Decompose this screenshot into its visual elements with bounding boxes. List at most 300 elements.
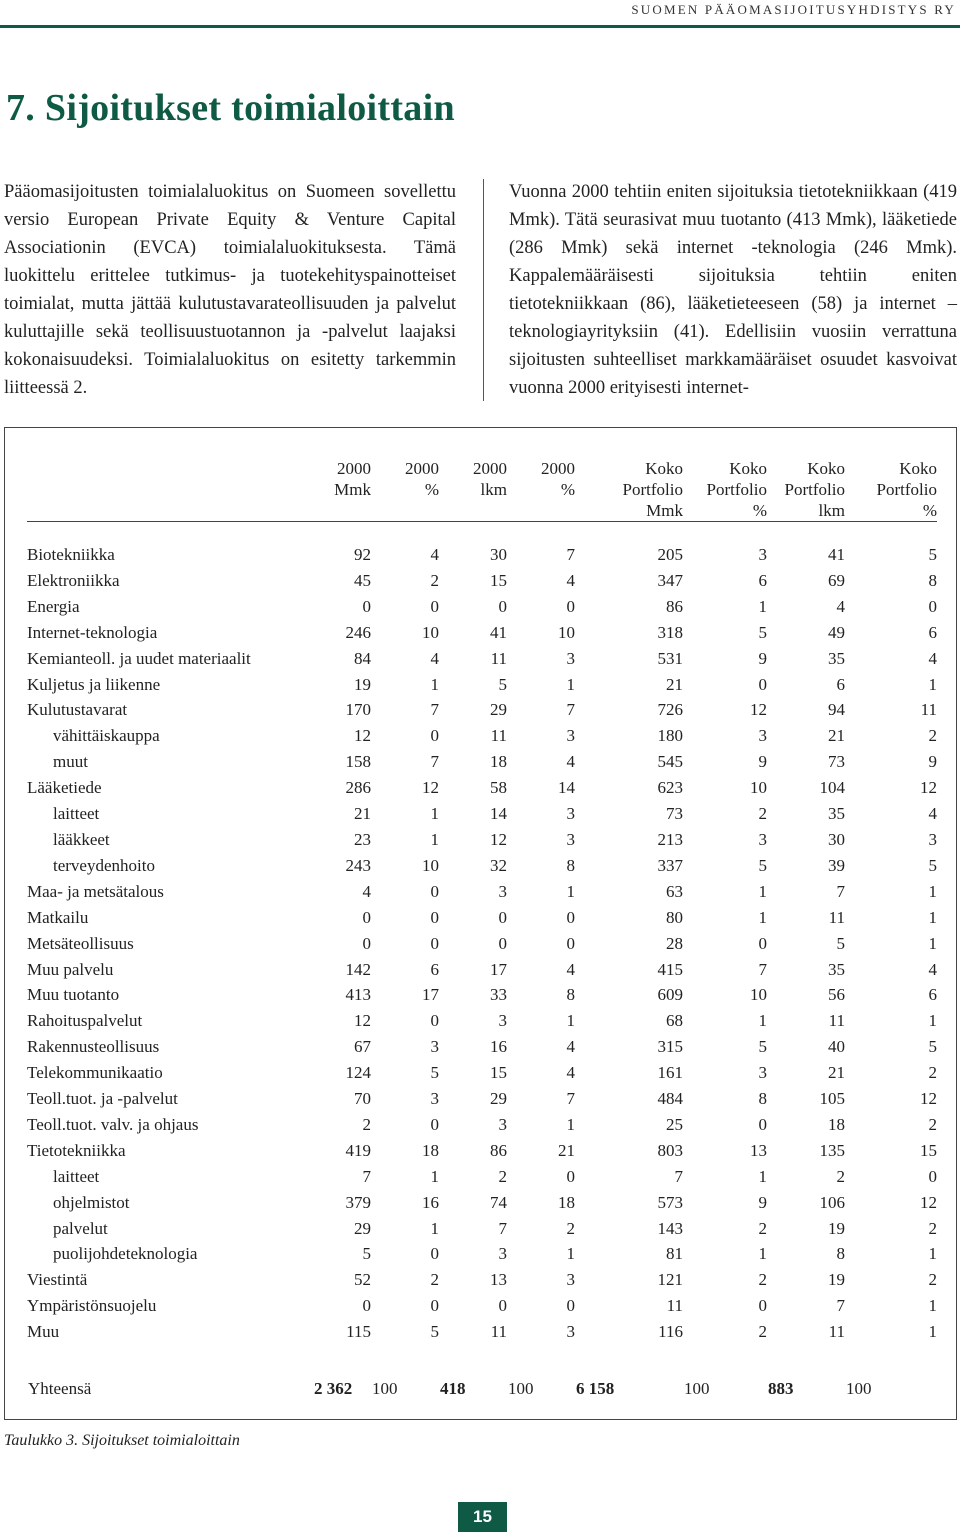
table-cell: 0 [566, 1296, 575, 1316]
table-cell: 12 [422, 778, 439, 798]
table-cell: 1 [928, 674, 937, 694]
table-cell: 3 [758, 726, 767, 746]
table-cell: 14 [558, 778, 575, 798]
table-cell: 0 [566, 907, 575, 927]
table-cell: 205 [657, 545, 683, 564]
table-cell: 0 [362, 1296, 371, 1316]
table-cell: 1 [430, 1166, 439, 1186]
table-cell: 63 [666, 881, 683, 901]
table-cell: 3 [498, 1114, 507, 1134]
table-cell: 623 [657, 778, 683, 798]
header-cell [439, 458, 507, 522]
table-row [27, 931, 937, 957]
table-cell: 7 [566, 700, 575, 720]
total-cell: 418 [440, 1379, 466, 1399]
table-cell: 318 [657, 622, 683, 642]
row-label: laitteet [53, 1166, 100, 1186]
table-cell: 143 [657, 1218, 683, 1238]
table-cell: 105 [819, 1089, 845, 1109]
table-cell: 32 [490, 855, 507, 875]
table-cell: 5 [928, 855, 937, 875]
table-row [27, 1241, 937, 1267]
row-label: Kuljetus ja liikenne [27, 674, 161, 694]
row-label: Metsäteollisuus [27, 933, 134, 953]
table-cell: 0 [362, 933, 371, 953]
table-row [27, 697, 937, 723]
row-label: Kemianteoll. ja uudet materiaalit [27, 648, 251, 668]
table-cell: 7 [674, 1166, 683, 1186]
column-divider [483, 179, 484, 401]
table-cell: 1 [928, 933, 937, 953]
table-row [27, 568, 937, 594]
table-cell: 2 [566, 1218, 575, 1238]
table-cell: 0 [362, 596, 371, 616]
total-label: Yhteensä [28, 1379, 92, 1399]
row-label: Muu [27, 1322, 60, 1342]
table-cell: 803 [657, 1140, 683, 1160]
table-cell: 9 [758, 752, 767, 772]
table-cell: 106 [819, 1192, 845, 1212]
table-row [27, 723, 937, 749]
table-cell: 12 [354, 1011, 371, 1031]
header-line: 2000 [405, 459, 439, 478]
table-row [27, 957, 937, 983]
table-cell: 142 [345, 959, 371, 979]
table-cell: 3 [498, 1244, 507, 1264]
header-cell-name [27, 458, 313, 522]
header-line: 2000 [337, 459, 371, 478]
table-row [27, 1060, 937, 1086]
table-cell: 56 [828, 985, 845, 1005]
total-cell: 100 [372, 1379, 398, 1399]
table-row [27, 672, 937, 698]
table-cell: 0 [430, 933, 439, 953]
table-cell: 4 [566, 1037, 575, 1057]
table-cell: 1 [928, 1322, 937, 1342]
table-cell: 3 [566, 804, 575, 824]
table-cell: 6 [928, 985, 937, 1005]
table-cell: 1 [566, 674, 575, 694]
row-label: Tietotekniikka [27, 1140, 126, 1160]
header-cell [313, 458, 371, 522]
table-cell: 116 [658, 1322, 683, 1342]
row-label: Lääketiede [27, 778, 102, 798]
table-cell: 1 [566, 881, 575, 901]
table-cell: 11 [490, 726, 507, 746]
row-label: lääkkeet [53, 829, 110, 849]
table-cell: 1 [928, 1244, 937, 1264]
table-cell: 12 [354, 726, 371, 746]
row-label: Viestintä [27, 1270, 88, 1290]
table-cell: 45 [354, 570, 371, 590]
table-cell: 25 [666, 1114, 683, 1134]
table-cell: 3 [498, 1011, 507, 1031]
table-cell: 0 [430, 1011, 439, 1031]
header-line: 2000 [473, 459, 507, 478]
table-cell: 16 [422, 1192, 439, 1212]
table-cell: 2 [430, 1270, 439, 1290]
table-cell: 5 [362, 1244, 371, 1264]
header-line: Mmk [334, 480, 371, 499]
total-cell: 883 [768, 1379, 794, 1399]
table-cell: 80 [666, 907, 683, 927]
table-cell: 6 [928, 622, 937, 642]
table-header-row [27, 458, 937, 522]
table-cell: 15 [490, 1063, 507, 1083]
header-line: Portfolio [784, 480, 845, 499]
table-cell: 379 [345, 1192, 371, 1212]
table-row [27, 1086, 937, 1112]
table-cell: 3 [430, 1037, 439, 1057]
table-row [27, 1164, 937, 1190]
table-cell: 7 [758, 959, 767, 979]
table-cell: 0 [928, 596, 937, 616]
table-cell: 0 [758, 674, 767, 694]
table-cell: 6 [758, 570, 767, 590]
table-cell: 347 [657, 570, 683, 590]
table-cell: 6 [430, 959, 439, 979]
table-cell: 9 [758, 1192, 767, 1212]
header-line: 2000 [541, 459, 575, 478]
table-row [27, 1034, 937, 1060]
table-cell: 158 [345, 752, 371, 772]
table-cell: 3 [430, 1089, 439, 1109]
table-cell: 10 [422, 622, 439, 642]
table-cell: 1 [928, 881, 937, 901]
table-cell: 0 [430, 907, 439, 927]
table-cell: 3 [566, 829, 575, 849]
row-label: Muu palvelu [27, 959, 114, 979]
table-cell: 0 [498, 1296, 507, 1316]
table-cell: 2 [758, 804, 767, 824]
row-label: Matkailu [27, 907, 89, 927]
table-cell: 17 [422, 985, 439, 1005]
table-cell: 12 [490, 829, 507, 849]
table-cell: 19 [354, 674, 371, 694]
table-row [27, 801, 937, 827]
table-cell: 14 [490, 804, 507, 824]
table-cell: 94 [828, 700, 845, 720]
table-cell: 4 [566, 752, 575, 772]
table-cell: 2 [928, 1114, 937, 1134]
table-cell: 7 [362, 1166, 371, 1186]
table-cell: 0 [430, 596, 439, 616]
table-cell: 1 [758, 1244, 767, 1264]
table-cell: 0 [362, 907, 371, 927]
table-row [27, 775, 937, 801]
table-cell: 21 [666, 674, 683, 694]
row-label: laitteet [53, 804, 100, 824]
row-label: Ympäristönsuojelu [27, 1296, 157, 1316]
table-cell: 18 [828, 1114, 845, 1134]
table-cell: 124 [345, 1063, 371, 1083]
table-cell: 337 [657, 855, 683, 875]
header-line: Koko [729, 459, 767, 478]
table-cell: 12 [920, 1192, 937, 1212]
table-cell: 21 [828, 1063, 845, 1083]
table-cell: 7 [430, 752, 439, 772]
total-cell: 100 [846, 1379, 872, 1399]
table-cell: 3 [566, 1270, 575, 1290]
table-cell: 0 [566, 933, 575, 953]
table-cell: 5 [430, 1063, 439, 1083]
table-cell: 0 [566, 596, 575, 616]
table-cell: 5 [836, 933, 845, 953]
table-cell: 573 [657, 1192, 683, 1212]
table-row [27, 982, 937, 1008]
table-cell: 8 [566, 985, 575, 1005]
row-label: puolijohdeteknologia [53, 1244, 198, 1264]
left-text-column: Pääomasijoitusten toimialaluokitus on Suomeen sovellettu versio European Private Equity & Venture Capital Associationin (EVCA) toimialaluokituksesta. Tämä luokittelu erittelee tutkimus- ja tuotekehityspainotteiset toimialat, mutta jättää kulutustavarateollisuuden ja palvelut kuluttajille sekä teollisuustuotannon ja -palvelut laajaksi kokonaisuudeksi. Toimialaluokitus on esitetty tarkemmin liitteessä 2. [4, 182, 456, 398]
header-line: % [424, 480, 439, 499]
table-cell: 0 [430, 1296, 439, 1316]
table-row [27, 827, 937, 853]
header-cell [371, 458, 439, 522]
header-line: Portfolio [622, 480, 683, 499]
table-row [27, 905, 937, 931]
table-frame [4, 427, 957, 1420]
row-label: Muu tuotanto [27, 985, 120, 1005]
row-label: Teoll.tuot. valv. ja ohjaus [27, 1114, 199, 1134]
row-label: Biotekniikka [27, 545, 115, 564]
table-cell: 2 [758, 1218, 767, 1238]
table-cell: 0 [928, 1166, 937, 1186]
table-cell: 4 [566, 1063, 575, 1083]
total-cell: 2 362 [314, 1379, 353, 1399]
table-cell: 2 [430, 570, 439, 590]
table-cell: 2 [836, 1166, 845, 1186]
table-cell: 23 [354, 829, 371, 849]
table-caption: Taulukko 3. Sijoitukset toimialoittain [4, 1432, 240, 1449]
table-cell: 545 [657, 752, 683, 772]
table-cell: 7 [430, 700, 439, 720]
table-cell: 10 [422, 855, 439, 875]
total-cell: 100 [684, 1379, 710, 1399]
header-cell [575, 458, 683, 522]
table-cell: 10 [750, 778, 767, 798]
table-cell: 1 [430, 829, 439, 849]
table-cell: 11 [828, 1322, 845, 1342]
table-cell: 2 [928, 726, 937, 746]
table-cell: 104 [819, 778, 845, 798]
table-row [27, 1190, 937, 1216]
header-line: % [752, 501, 767, 520]
table-cell: 29 [490, 1089, 507, 1109]
table-cell: 609 [657, 985, 683, 1005]
table-cell: 52 [354, 1270, 371, 1290]
table-cell: 11 [828, 907, 845, 927]
table-cell: 2 [928, 1218, 937, 1238]
table-cell: 5 [758, 1037, 767, 1057]
table-cell: 18 [422, 1140, 439, 1160]
row-label: terveydenhoito [53, 855, 155, 875]
header-line: Mmk [646, 501, 683, 520]
table-cell: 4 [430, 648, 439, 668]
table-cell: 2 [758, 1270, 767, 1290]
table-body [27, 522, 937, 1346]
table-cell: 7 [566, 1089, 575, 1109]
table-cell: 21 [558, 1140, 575, 1160]
table-cell: 8 [928, 570, 937, 590]
header-cell [767, 458, 845, 522]
right-text-column: Vuonna 2000 tehtiin eniten sijoituksia tietotekniikkaan (419 Mmk). Tätä seurasivat muu tuotanto (413 Mmk), lääketiede (286 Mmk) sekä internet -teknologia (246 Mmk). Kappalemääräisesti sijoituksia tehtiin eniten tietotekniikkaan (86), lääketieteeseen (58) ja internet –teknologiayrityksiin (41). Edellisiin vuosiin verrattuna sijoitusten suhteelliset markkamääräiset osuudet kasvoivat vuonna 2000 erityisesti internet- [509, 182, 957, 398]
header-line: % [560, 480, 575, 499]
table-cell: 68 [666, 1011, 683, 1031]
table-cell: 6 [836, 674, 845, 694]
header-line: lkm [480, 480, 507, 499]
header-line: Koko [645, 459, 683, 478]
table-cell: 161 [657, 1063, 683, 1083]
table-cell: 12 [920, 778, 937, 798]
table-cell: 12 [920, 1089, 937, 1109]
table-cell: 4 [566, 959, 575, 979]
table-cell: 1 [566, 1114, 575, 1134]
table-cell: 15 [920, 1140, 937, 1160]
table-cell: 2 [498, 1166, 507, 1186]
table-row [27, 879, 937, 905]
table-cell: 2 [758, 1322, 767, 1342]
header-line: Koko [807, 459, 845, 478]
table-cell: 35 [828, 804, 845, 824]
table-cell: 8 [836, 1244, 845, 1264]
table-cell: 4 [836, 596, 845, 616]
table-cell: 1 [430, 804, 439, 824]
table-row [27, 853, 937, 879]
table-cell: 3 [758, 829, 767, 849]
header-cell [845, 458, 937, 522]
total-cell: 6 158 [576, 1379, 615, 1399]
table-cell: 170 [345, 700, 371, 720]
table-cell: 3 [758, 545, 767, 564]
row-label: Energia [27, 596, 80, 616]
industry-investments-table [27, 458, 937, 1400]
table-cell: 419 [345, 1140, 371, 1160]
table-cell: 7 [566, 545, 575, 564]
table-cell: 67 [354, 1037, 371, 1057]
table-cell: 58 [490, 778, 507, 798]
table-row [27, 1267, 937, 1293]
table-cell: 13 [750, 1140, 767, 1160]
table-cell: 1 [928, 907, 937, 927]
table-cell: 19 [828, 1270, 845, 1290]
table-cell: 29 [490, 700, 507, 720]
table-cell: 9 [758, 648, 767, 668]
table-cell: 3 [498, 881, 507, 901]
table-cell: 0 [430, 881, 439, 901]
table-cell: 1 [928, 1011, 937, 1031]
table-row [27, 1293, 937, 1319]
header-cell [683, 458, 767, 522]
table-cell: 41 [490, 622, 507, 642]
table-cell: 5 [758, 855, 767, 875]
table-cell: 11 [490, 648, 507, 668]
table-cell: 415 [657, 959, 683, 979]
row-label: Maa- ja metsätalous [27, 881, 164, 901]
table-cell: 21 [354, 804, 371, 824]
table-row [27, 1112, 937, 1138]
header-line: lkm [818, 501, 845, 520]
table-cell: 121 [657, 1270, 683, 1290]
table-cell: 0 [430, 726, 439, 746]
header-cell [507, 458, 575, 522]
table-cell: 213 [657, 829, 683, 849]
table-cell: 1 [758, 596, 767, 616]
table-cell: 7 [836, 1296, 845, 1316]
table-cell: 0 [758, 1296, 767, 1316]
row-label: Elektroniikka [27, 570, 120, 590]
table-cell: 2 [362, 1114, 371, 1134]
table-cell: 0 [758, 1114, 767, 1134]
table-cell: 70 [354, 1089, 371, 1109]
table-cell: 531 [657, 648, 683, 668]
table-cell: 180 [657, 726, 683, 746]
header-rule [0, 25, 960, 28]
row-label: muut [53, 752, 88, 772]
table-row [27, 594, 937, 620]
table-cell: 41 [828, 545, 845, 564]
table-cell: 11 [666, 1296, 683, 1316]
table-cell: 1 [758, 907, 767, 927]
table-cell: 5 [928, 1037, 937, 1057]
table-row [27, 1008, 937, 1034]
table-cell: 35 [828, 959, 845, 979]
table-cell: 1 [758, 881, 767, 901]
table-cell: 74 [490, 1192, 507, 1212]
table-cell: 8 [566, 855, 575, 875]
table-cell: 1 [430, 1218, 439, 1238]
table-cell: 16 [490, 1037, 507, 1057]
table-cell: 73 [828, 752, 845, 772]
total-row [27, 1345, 937, 1400]
table-cell: 4 [928, 648, 937, 668]
table-row [27, 1138, 937, 1164]
table-cell: 86 [666, 596, 683, 616]
table-cell: 3 [566, 648, 575, 668]
table-cell: 246 [345, 622, 371, 642]
table-cell: 484 [657, 1089, 683, 1109]
table-cell: 2 [928, 1063, 937, 1083]
table-cell: 1 [928, 1296, 937, 1316]
table-cell: 0 [758, 933, 767, 953]
table-cell: 84 [354, 648, 371, 668]
table-cell: 35 [828, 648, 845, 668]
table-cell: 1 [566, 1244, 575, 1264]
table-cell: 39 [828, 855, 845, 875]
table-cell: 17 [490, 959, 507, 979]
table-cell: 3 [566, 726, 575, 746]
table-cell: 3 [566, 1322, 575, 1342]
table-row [27, 749, 937, 775]
table-cell: 3 [928, 829, 937, 849]
table-cell: 4 [566, 570, 575, 590]
table-cell: 86 [490, 1140, 507, 1160]
table-cell: 92 [354, 545, 371, 564]
table-row [27, 522, 937, 568]
table-cell: 18 [558, 1192, 575, 1212]
table-cell: 0 [498, 933, 507, 953]
table-cell: 413 [345, 985, 371, 1005]
table-cell: 30 [828, 829, 845, 849]
table-cell: 11 [828, 1011, 845, 1031]
table-cell: 0 [566, 1166, 575, 1186]
header-line: Portfolio [706, 480, 767, 499]
table-cell: 7 [498, 1218, 507, 1238]
organization-header: SUOMEN PÄÄOMASIJOITUSYHDISTYS RY [631, 2, 956, 17]
row-label: Rakennusteollisuus [27, 1037, 160, 1057]
header-line: Portfolio [876, 480, 937, 499]
table-cell: 11 [490, 1322, 507, 1342]
table-cell: 0 [430, 1114, 439, 1134]
